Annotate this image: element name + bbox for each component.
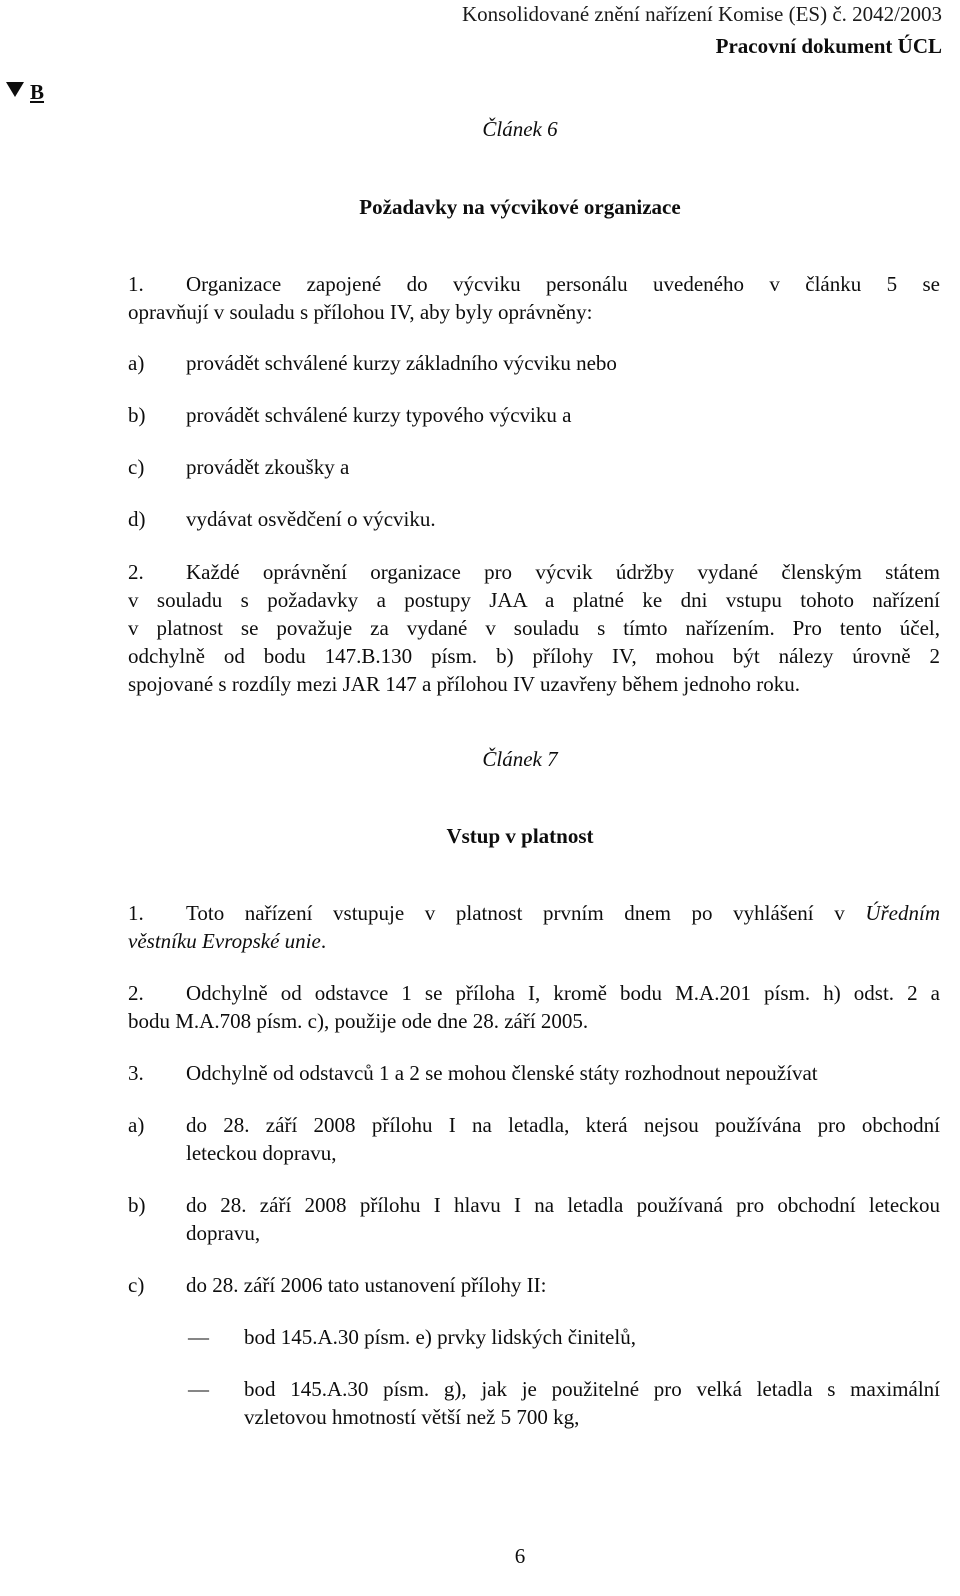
dash-item-text-line-1: bod 145.A.30 písm. e) prvky lidských činitelů, <box>244 1325 636 1349</box>
article-6-paragraph-2-line-4: odchylně od bodu 147.B.130 písm. b) přílohy IV, mohou být nálezy úrovně 2 <box>128 644 940 668</box>
list-item-text-line-2: dopravu, <box>186 1221 261 1245</box>
list-item-label: d) <box>128 507 146 531</box>
list-item-text: provádět schválené kurzy základního výcviku nebo <box>186 351 617 375</box>
article-6-paragraph-1-line-1 <box>128 270 940 298</box>
list-item-text: provádět zkoušky a <box>186 455 350 479</box>
paragraph-text: Toto nařízení vstupuje v platnost prvním dnem po vyhlášení v <box>186 901 845 925</box>
paragraph-number: 2. <box>128 560 144 584</box>
paragraph-number: 1. <box>128 272 144 296</box>
paragraph-end: . <box>320 929 327 953</box>
article-7-paragraph-3 <box>128 1059 940 1087</box>
article-6-title: Článek 6 <box>482 117 558 141</box>
triangle-down-icon <box>6 82 24 97</box>
list-item-label: b) <box>128 1193 146 1217</box>
list-item-label: a) <box>128 351 145 375</box>
list-item-label: a) <box>128 1113 145 1137</box>
document-title-header: Konsolidované znění nařízení Komise (ES) č. 2042/2003 <box>462 2 942 26</box>
list-item-text: vydávat osvědčení o výcviku. <box>186 507 436 531</box>
article-7-paragraph-2-line-1 <box>128 979 940 1007</box>
paragraph-text: Odchylně od odstavců 1 a 2 se mohou členské státy rozhodnout nepoužívat <box>186 1061 818 1085</box>
article-6-heading: Požadavky na výcvikové organizace <box>359 195 681 219</box>
article-6-paragraph-2-line-2: v souladu s požadavky a postupy JAA a platné ke dni vstupu tohoto nařízení <box>128 588 940 612</box>
article-7-title: Článek 7 <box>482 747 558 771</box>
paragraph-text: Každé oprávnění organizace pro výcvik údržby vydané členským státem <box>186 560 940 584</box>
paragraph-number: 2. <box>128 981 144 1005</box>
paragraph-text: Odchylně od odstavce 1 se příloha I, kromě bodu M.A.201 písm. h) odst. 2 a <box>186 981 940 1005</box>
article-7-paragraph-2-line-2: bodu M.A.708 písm. c), použije ode dne 28. září 2005. <box>128 1009 589 1033</box>
dash-item-text-line-2: vzletovou hmotností větší než 5 700 kg, <box>244 1405 580 1429</box>
article-6-paragraph-2-line-5: spojované s rozdíly mezi JAR 147 a přílohou IV uzavřeny během jednoho roku. <box>128 672 801 696</box>
paragraph-number: 3. <box>128 1061 144 1085</box>
list-item-label: c) <box>128 1273 145 1297</box>
list-item-text-line-1: do 28. září 2006 tato ustanovení přílohy II: <box>186 1273 547 1297</box>
section-marker[interactable] <box>6 78 44 106</box>
section-marker-label: B <box>30 80 45 104</box>
article-7-paragraph-1-line-2 <box>128 927 940 955</box>
list-item-text-line-2: leteckou dopravu, <box>186 1141 337 1165</box>
article-7-heading: Vstup v platnost <box>446 824 594 848</box>
article-6-paragraph-2-line-3: v platnost se považuje za vydané v souladu s tímto nařízením. Pro tento účel, <box>128 616 940 640</box>
dash-bullet: — <box>188 1325 209 1349</box>
page-number: 6 <box>514 1544 526 1568</box>
list-item-text-line-1: do 28. září 2008 přílohu I na letadla, která nejsou používána pro obchodní <box>186 1113 940 1137</box>
journal-name-part-1: Úředním <box>865 901 941 925</box>
article-6-paragraph-2-line-1 <box>128 558 940 586</box>
article-6-paragraph-1-line-2: opravňují v souladu s přílohou IV, aby byly oprávněny: <box>128 300 593 324</box>
article-7-paragraph-1-line-1 <box>128 899 940 927</box>
document-subtitle-header: Pracovní dokument ÚCL <box>715 34 942 58</box>
list-item-label: c) <box>128 455 145 479</box>
paragraph-number: 1. <box>128 901 144 925</box>
dash-item-text-line-1: bod 145.A.30 písm. g), jak je použitelné pro velká letadla s maximální <box>244 1377 940 1401</box>
journal-name-part-2: věstníku Evropské unie <box>128 929 321 953</box>
list-item-label: b) <box>128 403 146 427</box>
list-item-text-line-1: do 28. září 2008 přílohu I hlavu I na letadla používaná pro obchodní leteckou <box>186 1193 940 1217</box>
list-item-text: provádět schválené kurzy typového výcviku a <box>186 403 572 427</box>
dash-bullet: — <box>188 1377 209 1401</box>
paragraph-text: Organizace zapojené do výcviku personálu uvedeného v článku 5 se <box>186 272 940 296</box>
